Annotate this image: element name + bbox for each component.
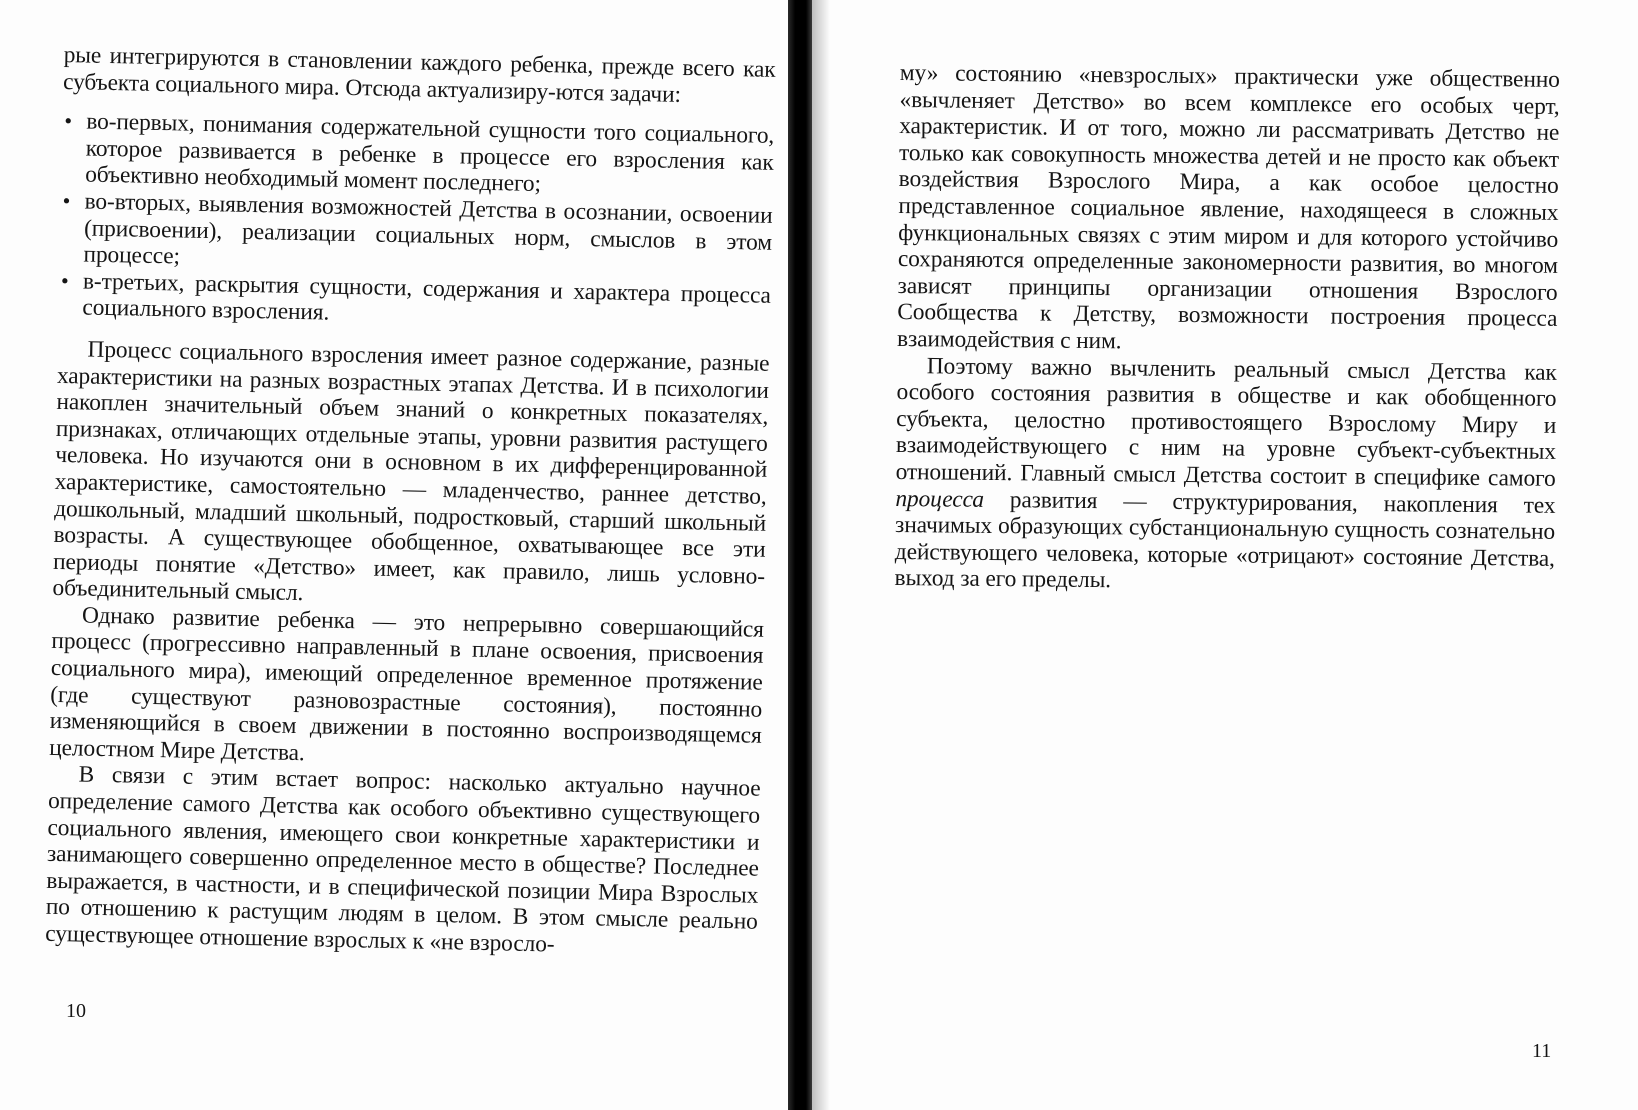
left-page-number: 10 (66, 1000, 86, 1022)
task-item-3: • в-третьих, раскрытия сущности, содержания и характера процесса социального взросления. (82, 268, 771, 336)
right-page-number: 11 (1532, 1040, 1552, 1062)
task-list (58, 108, 774, 336)
right-paragraph-2-start: Поэтому важно вычленить реальный смысл Детства как особого состояния развития в обществе и как обобщенного субъекта, целостно противостоящего Взрослому Миру и взаимодействующего с ним на уровне субъект-субъектных отношений. Главный смысл Детства состоит в специфике самого (895, 352, 1557, 492)
emphasized-word: процесса (895, 485, 985, 513)
left-paragraph-1: Процесс социального взросления имеет разное содержание, разные характеристики на разных возрастных этапах Детства. И в психологии накоплен значительный объем знаний о конкретных показателях, признаках, отличающих отдельные этапы, уровни развития растущего человека. Но изучаются они в основном в их дифференцированной характеристике, самостоятельно — младенчество, раннее детство, дошкольный, младший школьный, подростковый, старший школьный возрасты. А существующее обобщенное, охватывающее все эти периоды понятие «Детство» имеет, как правило, лишь условно-объединительный смысл. (52, 336, 770, 607)
right-paragraph-1: му» состоянию «невзрослых» практически уже общественно «вычленяет Детство» во всем комплексе его особых черт, характеристик. И от того, можно ли рассматривать Детство не только как совокупность множества детей и не просто как объект воздействия Взрослого Мира, а как особое целостно представленное социальное явление, находящееся в сложных функциональных связях с этим миром и для которого устойчиво сохраняются определенные закономерности развития, во многом зависят принципы организации отношения Взрослого Сообщества к Детству, возможности построения процесса взаимодействия с ним. (896, 60, 1560, 355)
right-paragraph-2 (894, 353, 1556, 599)
right-page (889, 60, 1560, 1077)
book-gutter (788, 0, 812, 1110)
gutter-shadow (812, 0, 830, 1110)
right-paragraph-2-end: развития — структурирования, накопления тех значимых образующих субстанциональную сущность сознательно действующего человека, которые «отрицают» состояние Детства, выход за его пределы. (894, 486, 1556, 594)
left-paragraph-3: В связи с этим встает вопрос: насколько актуально научное определение самого Детства как особого объективно существующего социального явления, имеющего свои конкретные характеристики и занимающего совершенно определенное место в обществе? Последнее выражается, в частности, и в специфической позиции Мира Взрослых по отношению к растущим людям в целом. В этом смысле реально существующее отношение взрослых к «не взросло- (45, 761, 761, 958)
task-item-1: • во-первых, понимания содержательной сущности того социального, которое развивается в ребенке в процессе его взросления как объективно необходимый момент последнего; (85, 109, 775, 203)
task-item-2: • во-вторых, выявления возможностей Детства в осознании, освоении (присвоении), реализации социальных норм, смыслов в этом процессе; (83, 188, 773, 282)
left-page (42, 42, 776, 1097)
left-paragraph-2: Однако развитие ребенка — это непрерывно совершающийся процесс (прогрессивно направленный в плане освоения, присвоения социального мира), имеющий определенное временное протяжение (где существуют разновозрастные состояния), постоянно изменяющийся в своем движении в постоянно воспроизводящемся целостном Мире Детства. (48, 602, 765, 767)
left-intro-paragraph: рые интегрируются в становлении каждого ребенка, прежде всего как субъекта социального мира. Отсюда актуализиру-ются задачи: (62, 42, 776, 108)
